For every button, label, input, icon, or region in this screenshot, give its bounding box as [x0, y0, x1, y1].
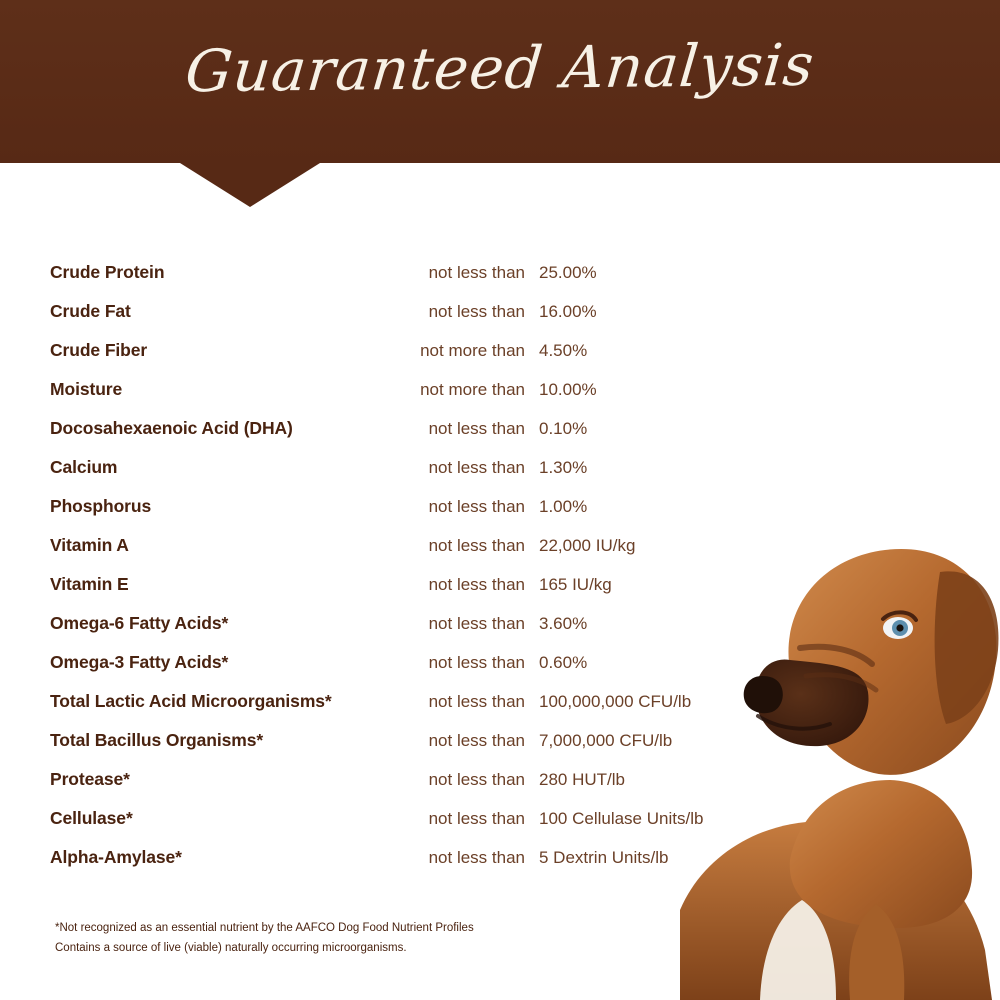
table-row	[50, 574, 750, 613]
nutrient-value: 0.10%	[539, 419, 588, 438]
table-row	[50, 379, 750, 418]
table-row	[50, 691, 750, 730]
page-title: Guaranteed Analysis	[182, 30, 818, 106]
nutrient-qualifier: not less than	[428, 263, 525, 282]
table-row	[50, 457, 750, 496]
nutrient-label: Crude Fiber	[50, 340, 148, 360]
nutrient-qualifier: not less than	[428, 692, 525, 711]
nutrient-label: Vitamin A	[50, 535, 129, 555]
table-row	[50, 652, 750, 691]
nutrient-label: Vitamin E	[50, 574, 129, 594]
nutrient-qualifier: not less than	[428, 770, 525, 789]
nutrient-value: 100 Cellulase Units/lb	[539, 809, 704, 828]
nutrient-qualifier: not less than	[428, 458, 525, 477]
nutrient-label: Omega-6 Fatty Acids*	[50, 613, 229, 633]
nutrient-value: 280 HUT/lb	[539, 770, 625, 789]
nutrient-label: Cellulase*	[50, 808, 133, 828]
nutrient-label: Crude Protein	[50, 262, 165, 282]
nutrient-value: 100,000,000 CFU/lb	[539, 692, 692, 711]
nutrient-value: 25.00%	[539, 263, 597, 282]
nutrient-value: 22,000 IU/kg	[539, 536, 636, 555]
nutrient-label: Total Bacillus Organisms*	[50, 730, 264, 750]
nutrient-qualifier: not less than	[428, 731, 525, 750]
nutrient-value: 5 Dextrin Units/lb	[539, 848, 669, 867]
nutrient-value: 10.00%	[539, 380, 597, 399]
table-row	[50, 769, 750, 808]
table-row	[50, 730, 750, 769]
nutrient-value: 16.00%	[539, 302, 597, 321]
header-banner	[0, 0, 1000, 163]
nutrient-qualifier: not less than	[428, 809, 525, 828]
ribbon-decoration	[0, 163, 1000, 213]
nutrient-value: 0.60%	[539, 653, 588, 672]
nutrient-value: 4.50%	[539, 341, 588, 360]
nutrient-label: Protease*	[50, 769, 130, 789]
nutrient-label: Calcium	[50, 457, 118, 477]
table-row	[50, 262, 750, 301]
footnote-microorganisms: Contains a source of live (viable) naturally occurring microorganisms.	[55, 942, 407, 954]
nutrient-label: Docosahexaenoic Acid (DHA)	[50, 418, 293, 438]
table-row	[50, 847, 750, 886]
nutrient-qualifier: not less than	[428, 536, 525, 555]
nutrient-qualifier: not less than	[428, 653, 525, 672]
nutrient-label: Alpha-Amylase*	[50, 847, 182, 867]
nutrient-qualifier: not less than	[428, 848, 525, 867]
nutrient-label: Moisture	[50, 379, 123, 399]
table-row	[50, 613, 750, 652]
nutrient-label: Total Lactic Acid Microorganisms*	[50, 691, 332, 711]
nutrient-qualifier: not more than	[420, 380, 525, 399]
footnotes	[55, 918, 474, 958]
nutrient-value: 165 IU/kg	[539, 575, 612, 594]
footnote-aafco: *Not recognized as an essential nutrient by the AAFCO Dog Food Nutrient Profiles	[55, 922, 474, 934]
table-row	[50, 535, 750, 574]
nutrient-qualifier: not less than	[428, 419, 525, 438]
guaranteed-analysis-table	[50, 262, 750, 886]
nutrient-qualifier: not less than	[428, 614, 525, 633]
nutrient-qualifier: not less than	[428, 302, 525, 321]
table-row	[50, 301, 750, 340]
nutrient-qualifier: not more than	[420, 341, 525, 360]
nutrient-qualifier: not less than	[428, 575, 525, 594]
nutrient-value: 3.60%	[539, 614, 588, 633]
table-row	[50, 496, 750, 535]
nutrient-label: Phosphorus	[50, 496, 152, 516]
nutrient-value: 1.30%	[539, 458, 588, 477]
nutrient-label: Crude Fat	[50, 301, 131, 321]
nutrient-label: Omega-3 Fatty Acids*	[50, 652, 229, 672]
nutrient-value: 7,000,000 CFU/lb	[539, 731, 673, 750]
table-row	[50, 418, 750, 457]
table-row	[50, 808, 750, 847]
nutrient-qualifier: not less than	[428, 497, 525, 516]
table-row	[50, 340, 750, 379]
nutrient-value: 1.00%	[539, 497, 588, 516]
